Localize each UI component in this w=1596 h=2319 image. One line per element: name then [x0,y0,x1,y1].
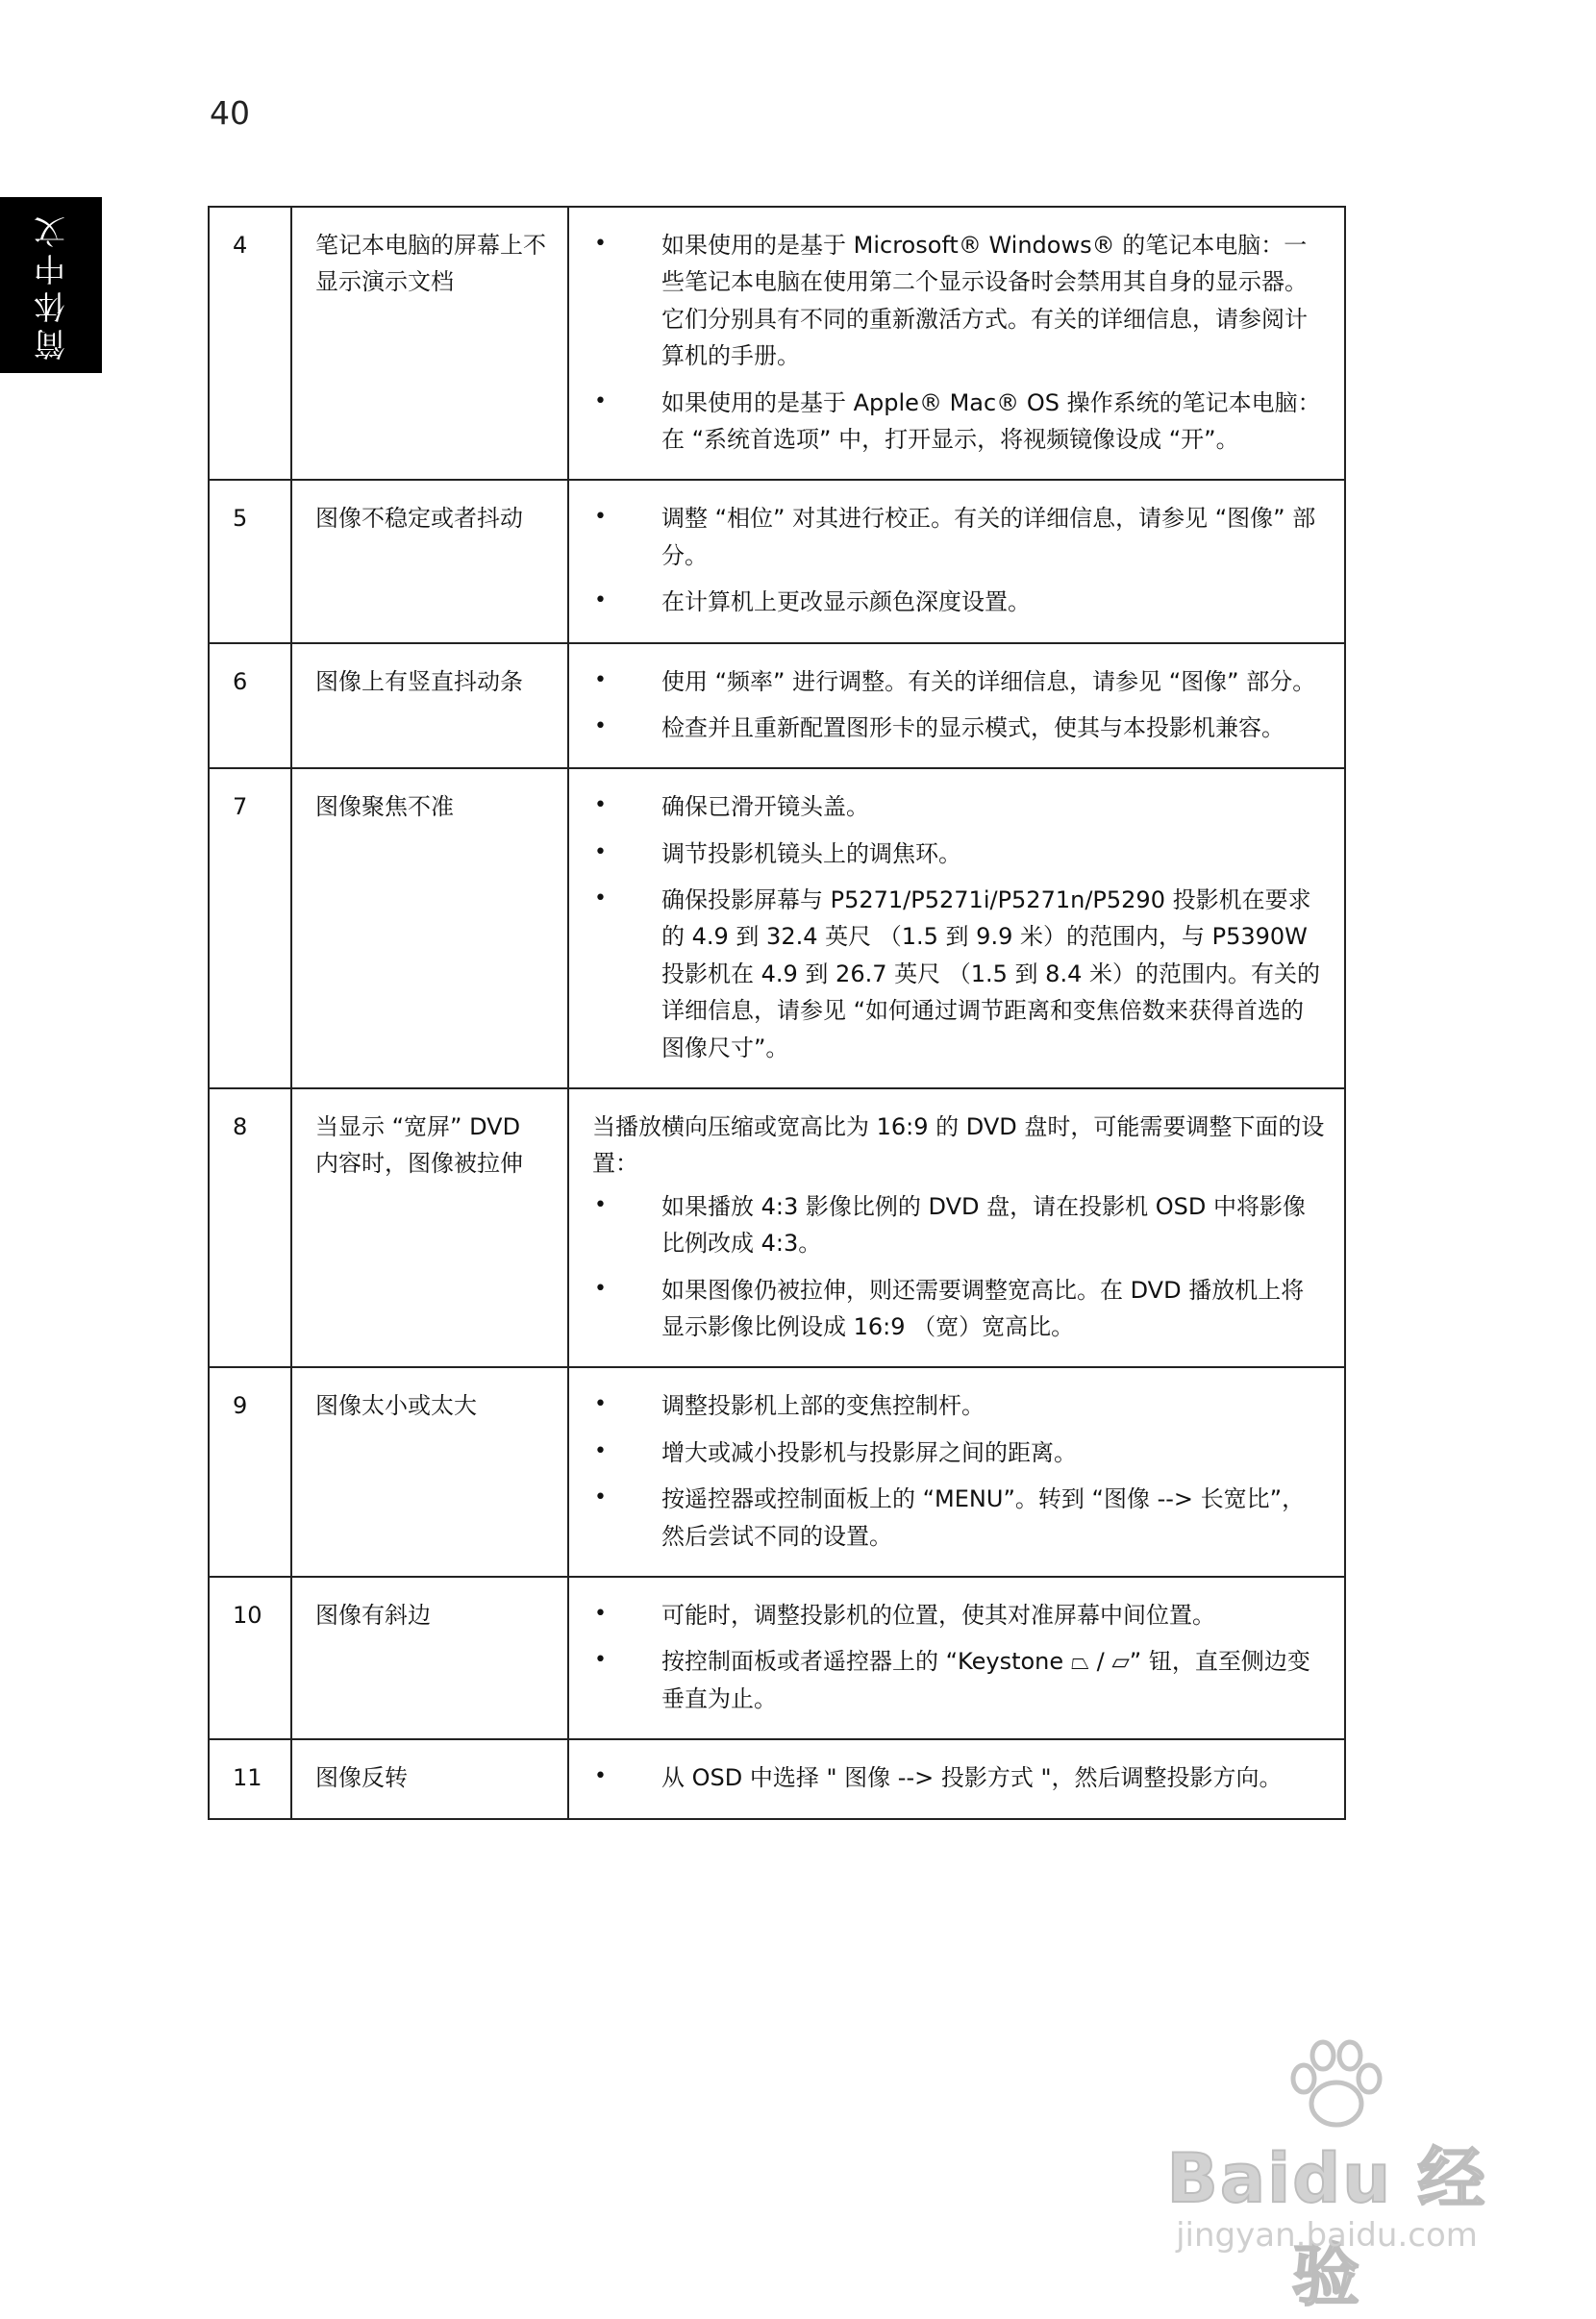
row-number: 6 [209,643,291,769]
row-number: 10 [209,1577,291,1739]
row-number: 5 [209,480,291,642]
solution-cell [568,207,1345,480]
list-item: • 调节投影机镜头上的调焦环。 [592,835,1327,872]
solution-list [592,1387,1327,1555]
list-item: • 按控制面板或者遥控器上的 “Keystone ⏢ / ⏥” 钮，直至侧边变垂直为止。 [592,1643,1327,1717]
solution-list [592,500,1327,620]
solution-cell [568,643,1345,769]
list-item: • 按遥控器或控制面板上的 “MENU”。转到 “图像 --> 长宽比”，然后尝试不同的设置。 [592,1481,1327,1555]
problem-cell: 图像不稳定或者抖动 [291,480,568,642]
list-item: • 调整 “相位” 对其进行校正。有关的详细信息，请参见 “图像” 部分。 [592,500,1327,574]
list-item: • 如果播放 4:3 影像比例的 DVD 盘，请在投影机 OSD 中将影像比例改成 4:3。 [592,1188,1327,1262]
table-row [209,1088,1345,1367]
table-row [209,480,1345,642]
solution-intro: 当播放横向压缩或宽高比为 16:9 的 DVD 盘时，可能需要调整下面的设置： [592,1113,1325,1178]
list-item: • 可能时，调整投影机的位置，使其对准屏幕中间位置。 [592,1597,1327,1633]
table-row [209,643,1345,769]
list-item: • 如果使用的是基于 Microsoft® Windows® 的笔记本电脑：一些笔记本电脑在使用第二个显示设备时会禁用其自身的显示器。它们分别具有不同的重新激活方式。有关的详细信息，请参阅计算机的手册。 [592,227,1327,375]
solution-cell [568,1739,1345,1818]
table-row [209,1577,1345,1739]
watermark-brand: Baidu 经验 [1166,2139,1487,2315]
list-item: • 如果图像仍被拉伸，则还需要调整宽高比。在 DVD 播放机上将显示影像比例设成 16:9 （宽）宽高比。 [592,1272,1327,1346]
solution-cell [568,768,1345,1088]
language-tab [0,197,102,373]
problem-cell: 图像反转 [291,1739,568,1818]
list-item: • 增大或减小投影机与投影屏之间的距离。 [592,1434,1327,1471]
list-item: • 调整投影机上部的变焦控制杆。 [592,1387,1327,1424]
problem-cell: 笔记本电脑的屏幕上不显示演示文档 [291,207,568,480]
solution-cell [568,1367,1345,1577]
solution-list [592,227,1327,458]
troubleshooting-table [208,206,1346,1820]
table-row [209,207,1345,480]
list-item: • 在计算机上更改显示颜色深度设置。 [592,584,1327,620]
solution-list [592,1759,1327,1796]
baidu-watermark [1135,2038,1519,2315]
table-row [209,768,1345,1088]
language-tab-label: 简体中文 [32,210,70,361]
solution-cell [568,1577,1345,1739]
list-item: • 确保已滑开镜头盖。 [592,788,1327,825]
watermark-url: jingyan.baidu.com [1176,2216,1478,2255]
list-item: • 如果使用的是基于 Apple® Mac® OS 操作系统的笔记本电脑：在 “系统首选项” 中，打开显示，将视频镜像设成 “开”。 [592,385,1327,459]
row-number: 7 [209,768,291,1088]
solution-cell [568,1088,1345,1367]
problem-cell: 图像上有竖直抖动条 [291,643,568,769]
page-number: 40 [210,94,250,132]
table-row [209,1367,1345,1577]
solution-list [592,663,1327,747]
solution-list [592,1188,1327,1346]
solution-cell [568,480,1345,642]
table-row [209,1739,1345,1818]
row-number: 8 [209,1088,291,1367]
list-item: • 从 OSD 中选择 " 图像 --> 投影方式 "，然后调整投影方向。 [592,1759,1327,1796]
table-body [209,207,1345,1819]
row-number: 11 [209,1739,291,1818]
list-item: • 确保投影屏幕与 P5271/P5271i/P5271n/P5290 投影机在要求的 4.9 到 32.4 英尺 （1.5 到 9.9 米）的范围内，与 P5390W 投影机在 4.9 到 26.7 英尺 （1.5 到 8.4 米）的范围内。有关的详细信息，请参见 “如何通过调节距离和变焦倍数来获得首选的图像尺寸”。 [592,882,1327,1066]
problem-cell: 当显示 “宽屏” DVD 内容时，图像被拉伸 [291,1088,568,1367]
row-number: 4 [209,207,291,480]
list-item: • 检查并且重新配置图形卡的显示模式，使其与本投影机兼容。 [592,710,1327,746]
list-item: • 使用 “频率” 进行调整。有关的详细信息，请参见 “图像” 部分。 [592,663,1327,700]
paw-logo-icon [1279,2038,1394,2134]
problem-cell: 图像太小或太大 [291,1367,568,1577]
solution-list [592,1597,1327,1717]
problem-cell: 图像聚焦不准 [291,768,568,1088]
solution-list [592,788,1327,1066]
row-number: 9 [209,1367,291,1577]
problem-cell: 图像有斜边 [291,1577,568,1739]
